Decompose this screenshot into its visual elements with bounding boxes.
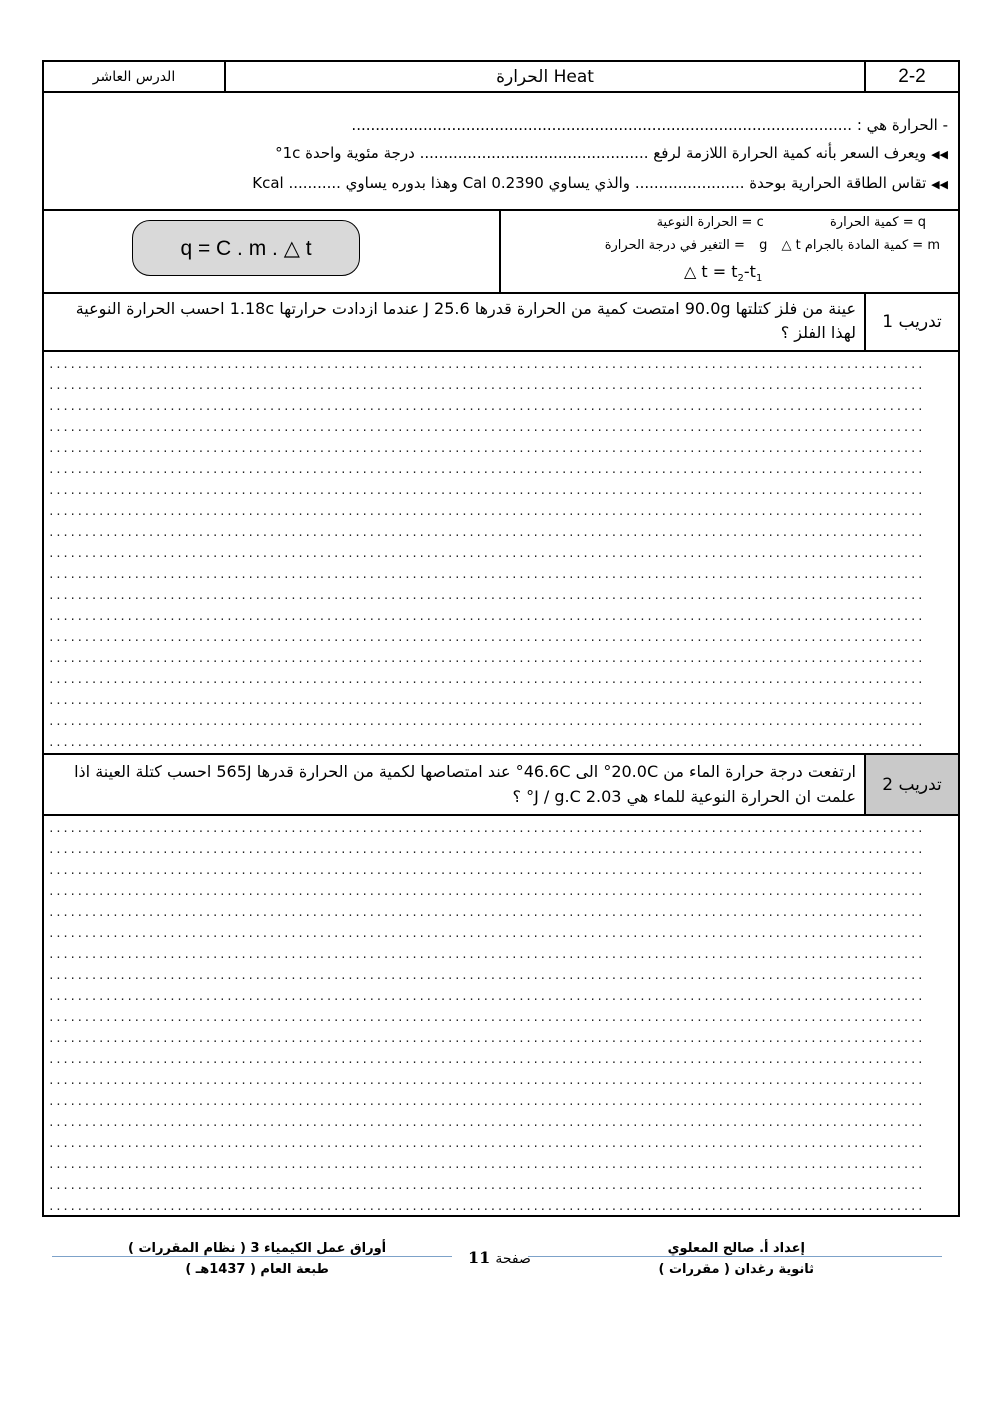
legend-line-3: △ $t = t_2-t_1$ <box>684 262 763 285</box>
answer-dotted-line: ........................................................................................................................... <box>48 1116 925 1129</box>
legend-cell <box>501 211 958 292</box>
answer-dotted-line: ........................................................................................................................... <box>48 400 925 413</box>
title-cell <box>226 62 864 91</box>
answer-dotted-line: ........................................................................................................................... <box>48 526 925 539</box>
answer-dotted-line: ........................................................................................................................... <box>48 379 925 392</box>
definitions-row <box>44 93 958 211</box>
answer-dotted-line: ........................................................................................................................... <box>48 694 925 707</box>
answer-dotted-line: ........................................................................................................................... <box>48 990 925 1003</box>
answer-lines-1 <box>48 354 944 753</box>
answer-dotted-line: ........................................................................................................................... <box>48 547 925 560</box>
page-number: 11 <box>468 1248 491 1267</box>
formula-cell <box>44 211 499 292</box>
answer-dotted-line: ........................................................................................................................... <box>48 484 925 497</box>
definition-line-heat: - الحرارة هي : ......................................................................................................... <box>351 116 948 134</box>
answer-dotted-line: ........................................................................................................................... <box>48 610 925 623</box>
answer-dotted-line: ........................................................................................................................... <box>48 1011 925 1024</box>
footer-edition: طبعة العام ( 1437هـ ) <box>185 1262 329 1277</box>
answer-dotted-line: ........................................................................................................................... <box>48 463 925 476</box>
answer-dotted-line: ........................................................................................................................... <box>48 822 925 835</box>
answer-dotted-line: ........................................................................................................................... <box>48 1074 925 1087</box>
footer-author-block <box>659 1238 814 1280</box>
bullet-icon: ◀◀ <box>931 178 948 191</box>
answer-dotted-line: ........................................................................................................................... <box>48 589 925 602</box>
exercise-1-answer-area <box>44 352 958 755</box>
answer-dotted-line: ........................................................................................................................... <box>48 864 925 877</box>
definition-line-calorie: ◀◀ ويعرف السعر بأنه كمية الحرارة اللازمة لرفع ................................................ درجة مئوية واحدة 1c° <box>275 144 948 162</box>
footer-page <box>468 1248 531 1267</box>
lesson-cell <box>44 62 224 91</box>
exercise-2-label: تدريب 2 <box>866 755 958 814</box>
exercise-1-label: تدريب 1 <box>882 312 942 332</box>
header-row <box>44 62 958 93</box>
answer-dotted-line: ........................................................................................................................... <box>48 1179 925 1192</box>
legend-line-2: m = كمية المادة بالجرام g △ t = التغير في درجة الحرارة <box>604 238 940 253</box>
exercise-1-row <box>44 294 958 352</box>
exercise-2-answer-area <box>44 816 958 1215</box>
answer-dotted-line: ........................................................................................................................... <box>48 736 925 749</box>
answer-dotted-line: ........................................................................................................................... <box>48 969 925 982</box>
answer-dotted-line: ........................................................................................................................... <box>48 885 925 898</box>
exercise-2-row <box>44 755 958 816</box>
answer-dotted-line: ........................................................................................................................... <box>48 673 925 686</box>
exercise-1-text: عينة من فلز كتلتها 90.0g امتصت كمية من الحرارة قدرها 25.6 J عندما ازدادت حرارتها 1.18c احسب الحرارة النوعية لهذا الفلز ؟ <box>75 299 856 342</box>
code-cell <box>866 62 958 91</box>
answer-dotted-line: ........................................................................................................................... <box>48 843 925 856</box>
footer-school: ثانوية رغدان ( مقررات ) <box>658 1262 814 1277</box>
lesson-code: 2-2 <box>898 65 926 87</box>
answer-dotted-line: ........................................................................................................................... <box>48 421 925 434</box>
bullet-icon: ◀◀ <box>931 148 948 161</box>
page-label: صفحة <box>495 1251 531 1267</box>
answer-dotted-line: ........................................................................................................................... <box>48 927 925 940</box>
legend-line-1: q = كمية الحرارة c = الحرارة النوعية <box>656 215 926 230</box>
answer-dotted-line: ........................................................................................................................... <box>48 1158 925 1171</box>
answer-dotted-line: ........................................................................................................................... <box>48 505 925 518</box>
worksheet-frame <box>42 60 960 1217</box>
lesson-label: الدرس العاشر <box>92 68 176 85</box>
answer-dotted-line: ........................................................................................................................... <box>48 652 925 665</box>
answer-dotted-line: ........................................................................................................................... <box>48 1200 925 1213</box>
footer-book-block <box>128 1238 386 1280</box>
footer-book-title: أوراق عمل الكيمياء 3 ( نظام المقررات ) <box>128 1241 387 1256</box>
answer-dotted-line: ........................................................................................................................... <box>48 715 925 728</box>
answer-dotted-line: ........................................................................................................................... <box>48 1095 925 1108</box>
answer-dotted-line: ........................................................................................................................... <box>48 1137 925 1150</box>
answer-dotted-line: ........................................................................................................................... <box>48 358 925 371</box>
answer-dotted-line: ........................................................................................................................... <box>48 631 925 644</box>
answer-dotted-line: ........................................................................................................................... <box>48 1032 925 1045</box>
answer-dotted-line: ........................................................................................................................... <box>48 1053 925 1066</box>
answer-dotted-line: ........................................................................................................................... <box>48 948 925 961</box>
page-title: الحرارة Heat <box>496 66 594 87</box>
definition-line-units: ◀◀ تقاس الطاقة الحرارية بوحدة ....................... والذي يساوي 0.2390 Cal وهذا بدوره يساوي ........... Kcal <box>252 174 948 192</box>
exercise-2-text: ارتفعت درجة حرارة الماء من 20.0C° الى 46.6C° عند امتصاصها لكمية من الحرارة قدرها 565J احسب كتلة العينة اذا علمت ان الحرارة النوعية للماء هي 2.03 J / g.C° ؟ <box>74 762 856 806</box>
answer-dotted-line: ........................................................................................................................... <box>48 442 925 455</box>
formula-box: q = C . m . △ t <box>132 220 360 276</box>
answer-dotted-line: ........................................................................................................................... <box>48 568 925 581</box>
footer-author: إعداد أ. صالح المعلوي <box>667 1241 805 1256</box>
answer-lines-2 <box>48 818 944 1217</box>
answer-dotted-line: ........................................................................................................................... <box>48 906 925 919</box>
formula-row <box>44 211 958 294</box>
